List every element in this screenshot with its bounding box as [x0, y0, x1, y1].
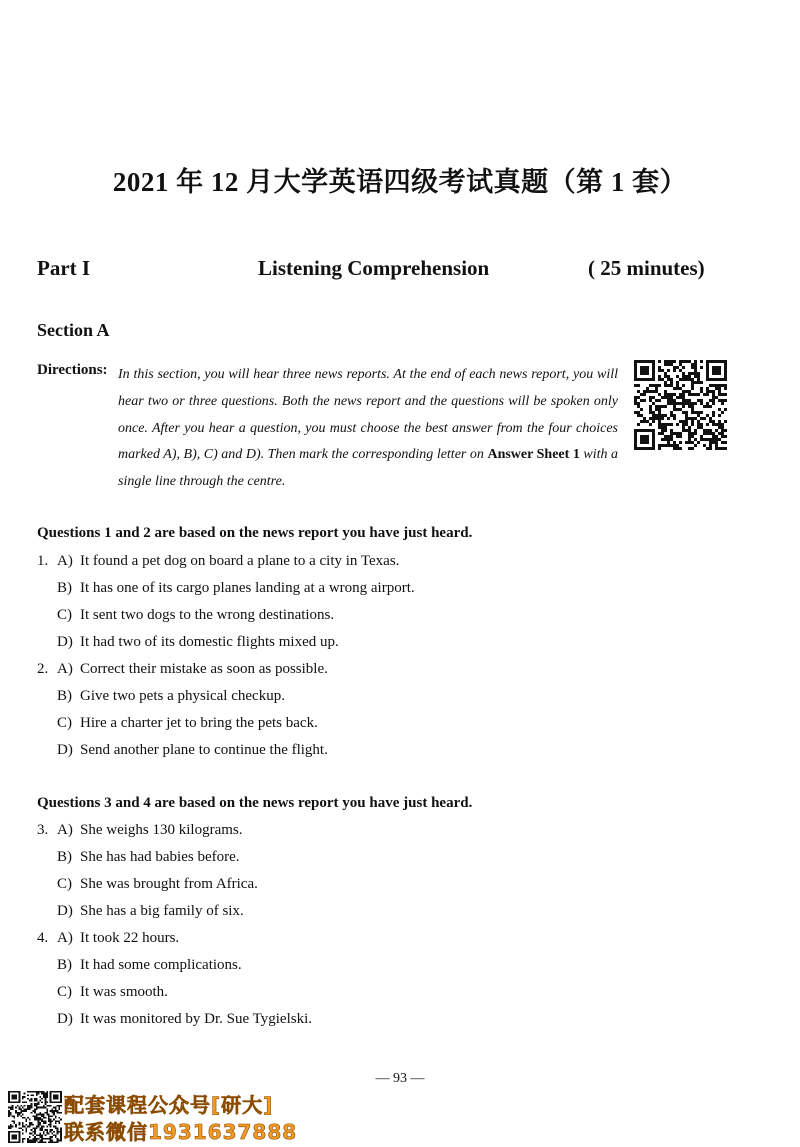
option-text: It was monitored by Dr. Sue Tygielski.: [80, 1011, 312, 1027]
directions-label: Directions:: [37, 362, 108, 378]
question-group-heading: Questions 1 and 2 are based on the news report you have just heard.: [37, 525, 473, 541]
option-letter: D): [57, 634, 73, 650]
page-title: 2021 年 12 月大学英语四级考试真题（第 1 套）: [112, 167, 688, 197]
option-letter: C): [57, 607, 72, 623]
option-text: It had two of its domestic flights mixed up.: [80, 634, 339, 650]
option-text: Correct their mistake as soon as possible.: [80, 661, 328, 677]
option-letter: A): [57, 930, 73, 946]
option-letter: C): [57, 984, 72, 1000]
option-letter: A): [57, 553, 73, 569]
directions-text: [118, 362, 618, 496]
option-text: Send another plane to continue the flight.: [80, 742, 328, 758]
question-number: 3.: [37, 822, 49, 838]
option-letter: A): [57, 822, 73, 838]
directions-text-after: with a single line through the centre.: [118, 447, 619, 490]
qr-code-icon: [634, 360, 727, 450]
option-letter: D): [57, 1011, 73, 1027]
part-name: Listening Comprehension: [258, 256, 490, 280]
option-letter: C): [57, 876, 72, 892]
option-text: Hire a charter jet to bring the pets back.: [80, 715, 318, 731]
option-letter: B): [57, 580, 72, 596]
option-text: It found a pet dog on board a plane to a city in Texas.: [80, 553, 400, 569]
option-text: She was brought from Africa.: [80, 876, 258, 892]
option-text: She has had babies before.: [80, 849, 240, 865]
question-number: 1.: [37, 553, 49, 569]
option-text: It took 22 hours.: [80, 930, 180, 946]
option-text: It has one of its cargo planes landing at a wrong airport.: [80, 580, 415, 596]
question-number: 2.: [37, 661, 49, 677]
part-time: ( 25 minutes): [588, 256, 705, 280]
part-label: Part I: [37, 256, 91, 280]
answer-sheet-label: Answer Sheet 1: [487, 447, 580, 463]
option-letter: D): [57, 742, 73, 758]
question-group-heading: Questions 3 and 4 are based on the news report you have just heard.: [37, 795, 473, 811]
option-letter: C): [57, 715, 72, 731]
option-letter: A): [57, 661, 73, 677]
question-number: 4.: [37, 930, 49, 946]
option-letter: D): [57, 903, 73, 919]
watermark-line-1: 配套课程公众号[研大]: [64, 1093, 274, 1117]
option-text: It was smooth.: [80, 984, 168, 1000]
section-heading: Section A: [37, 320, 110, 340]
option-text: It had some complications.: [80, 957, 242, 973]
option-letter: B): [57, 688, 72, 704]
watermark-line-2: 联系微信1931637888: [64, 1120, 298, 1144]
option-text: She has a big family of six.: [80, 903, 244, 919]
option-text: It sent two dogs to the wrong destinations.: [80, 607, 335, 623]
watermark-qr-code-icon: [8, 1091, 62, 1143]
option-text: She weighs 130 kilograms.: [80, 822, 243, 838]
option-letter: B): [57, 849, 72, 865]
option-text: Give two pets a physical checkup.: [80, 688, 285, 704]
directions-text-before: In this section, you will hear three news reports. At the end of each news report, you will hear two or three questions. Both the news report and the questions will be spoken only once. After you hear a question, you must choose the best answer from the four choices marked A), B), C) and D). Then mark the corresponding letter on: [118, 367, 618, 463]
option-letter: B): [57, 957, 72, 973]
page-number: — 93 —: [375, 1071, 425, 1086]
